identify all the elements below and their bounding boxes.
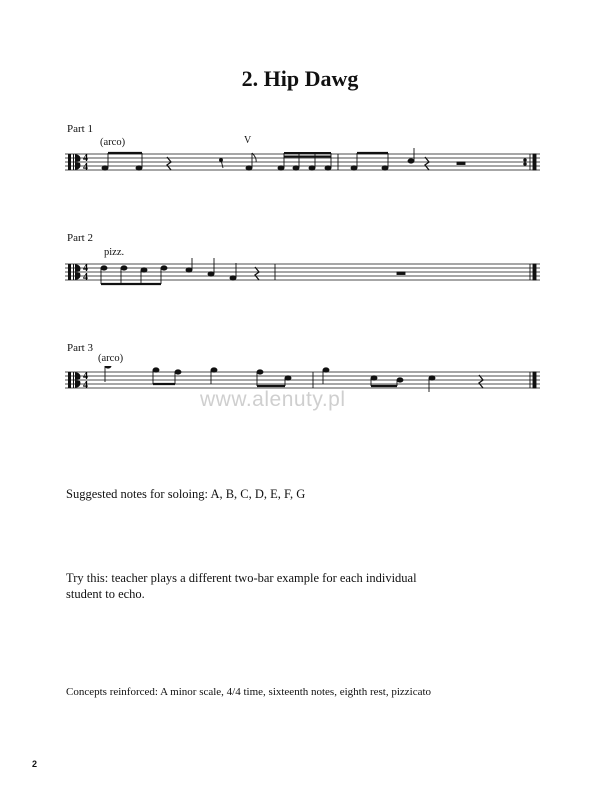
suggested-notes: Suggested notes for soloing: A, B, C, D, E, F, G <box>66 487 306 501</box>
part-2-direction: pizz. <box>104 247 125 258</box>
try-this-text: Try this: teacher plays a different two-bar example for each individual student to echo. <box>66 571 417 601</box>
part-2-staff <box>60 258 545 298</box>
part-1-direction: (arco) <box>100 137 126 148</box>
part-3-label: Part 3 <box>67 342 93 354</box>
time-sig-bottom: 4 <box>83 162 88 173</box>
watermark: www.alenuty.pl <box>200 388 346 411</box>
time-sig-top: 4 <box>83 371 88 382</box>
page-number: 2 <box>32 759 38 769</box>
time-sig-top: 4 <box>83 263 88 274</box>
time-sig-bottom: 4 <box>83 380 88 391</box>
time-sig-top: 4 <box>83 153 88 164</box>
song-title: 2. Hip Dawg <box>241 66 359 91</box>
time-sig-bottom: 4 <box>83 272 88 283</box>
concepts-reinforced: Concepts reinforced: A minor scale, 4/4 time, sixteenth notes, eighth rest, pizzicato <box>66 686 432 698</box>
part-1-label: Part 1 <box>67 123 93 135</box>
part-3-direction: (arco) <box>98 353 124 364</box>
part-2-label: Part 2 <box>67 232 93 244</box>
up-bow-mark: V <box>244 135 252 146</box>
part-1-staff <box>60 148 545 188</box>
